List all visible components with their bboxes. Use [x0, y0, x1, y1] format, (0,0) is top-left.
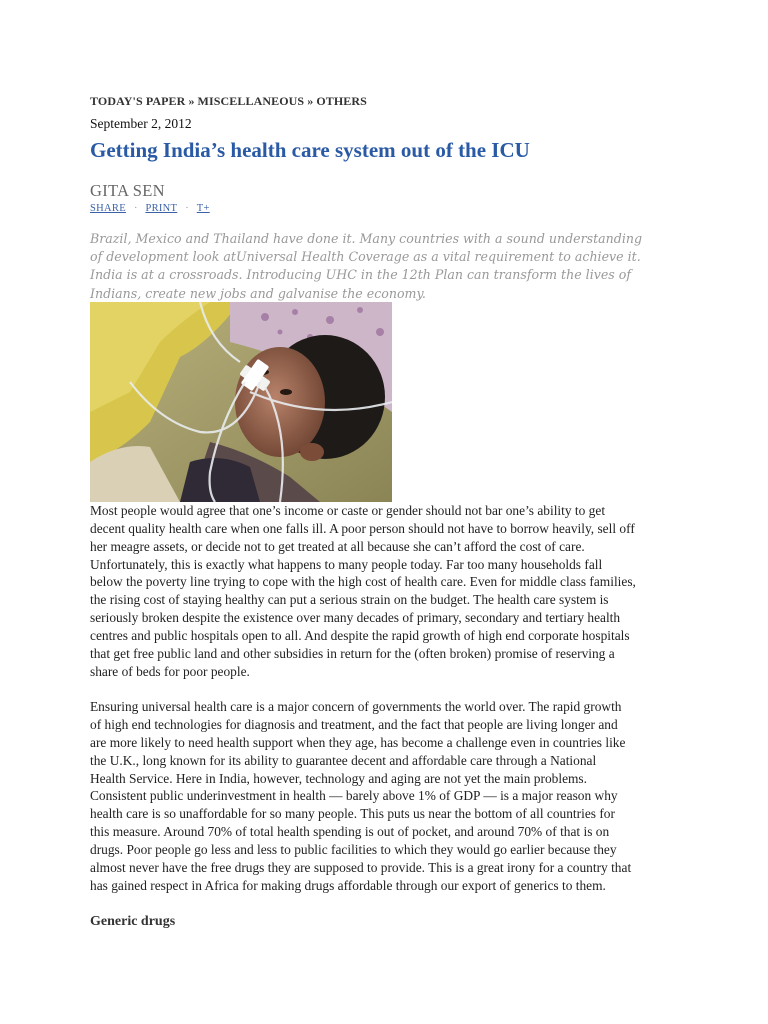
article-body [90, 502, 690, 931]
article-photo [90, 302, 392, 502]
article [90, 88, 680, 931]
paragraph-line: drugs. Poor people go less and less to public facilities to which they would go earlier because they [90, 842, 617, 858]
paragraph-line: seriously broken despite the existence over many decades of primary, secondary and tertiary health [90, 610, 621, 626]
breadcrumb-separator: » [307, 94, 314, 108]
article-headline: Getting India’s health care system out of the ICU [90, 138, 530, 162]
paragraph-line: Health Service. Here in India, however, technology and aging are not yet the main problems. [90, 770, 587, 786]
breadcrumb-miscellaneous[interactable]: MISCELLANEOUS [197, 94, 305, 108]
text-size-link[interactable]: T+ [196, 203, 210, 214]
paragraph-line: Most people would agree that one’s income or caste or gender should not bar one’s ability to get [90, 502, 606, 518]
paragraph-line: of high end technologies for diagnosis and treatment, and the fact that people are living longer and [90, 716, 618, 732]
breadcrumb [90, 93, 680, 109]
action-separator: · [133, 203, 138, 214]
paragraph-line: the U.K., long known for its ability to guarantee decent and affordable care through a National [90, 752, 597, 768]
paragraph-line: Ensuring universal health care is a major concern of governments the world over. The rapid growth [90, 698, 622, 714]
paragraph-line: Unfortunately, this is exactly what happens to many people today. Far too many households fall [90, 556, 603, 572]
paragraph-line: has gained respect in Africa for making drugs affordable through our export of generics to them. [90, 877, 606, 893]
paragraph-line: her meagre assets, or decide not to get treated at all because she can’t afford the cost of care. [90, 538, 585, 554]
standfirst-line: Indians, create new jobs and galvanise the economy. [90, 285, 426, 301]
action-separator: · [185, 203, 189, 214]
paragraph-line: share of beds for poor people. [90, 663, 250, 679]
author-byline: GITA SEN [90, 181, 165, 200]
article-paragraph [90, 502, 690, 681]
article-standfirst [90, 230, 690, 303]
standfirst-line: India is at a crossroads. Introducing UHC in the 12th Plan can transform the lives of [90, 267, 632, 283]
paragraph-line: centres and public hospitals open to all. And despite the rapid growth of high end corporate hospitals [90, 628, 630, 644]
paragraph-line: that get free public land and other subsidies in return for the (often broken) promise of reserving a [90, 646, 615, 662]
publish-date: September 2, 2012 [90, 116, 192, 131]
standfirst-line: of development look atUniversal Health Coverage as a vital requirement to achieve it. [90, 249, 641, 265]
paragraph-line: health care is so unaffordable for so many people. This puts us near the bottom of all countries for [90, 806, 615, 822]
paragraph-line: almost never have the free drugs they are supposed to provide. This is a great irony for a country that [90, 860, 632, 876]
share-link[interactable]: SHARE [90, 203, 126, 214]
paragraph-line: decent quality health care when one falls ill. A poor person should not have to borrow heavily, sell off [90, 520, 635, 536]
article-paragraph [90, 698, 690, 895]
section-subheading: Generic drugs [90, 913, 176, 929]
paragraph-line: are more likely to need health support when they age, has become a challenge even in countries like [90, 734, 626, 750]
breadcrumb-others[interactable]: OTHERS [316, 94, 367, 108]
paragraph-line: the rising cost of staying healthy can put a serious strain on the budget. The health care system is [90, 592, 609, 608]
article-actions [90, 202, 680, 216]
print-link[interactable]: PRINT [145, 203, 178, 214]
paragraph-line: below the poverty line trying to cope with the high cost of health care. Even for middle class families, [90, 574, 636, 590]
paragraph-line: Consistent public underinvestment in health — barely above 1% of GDP — is a major reason why [90, 788, 618, 804]
standfirst-line: Brazil, Mexico and Thailand have done it. Many countries with a sound understanding [90, 231, 643, 246]
breadcrumb-separator: » [188, 94, 195, 108]
paragraph-line: this measure. Around 70% of total health spending is out of pocket, and around 70% of that is on [90, 824, 610, 840]
breadcrumb-todays-paper[interactable]: TODAY'S PAPER [90, 94, 186, 108]
